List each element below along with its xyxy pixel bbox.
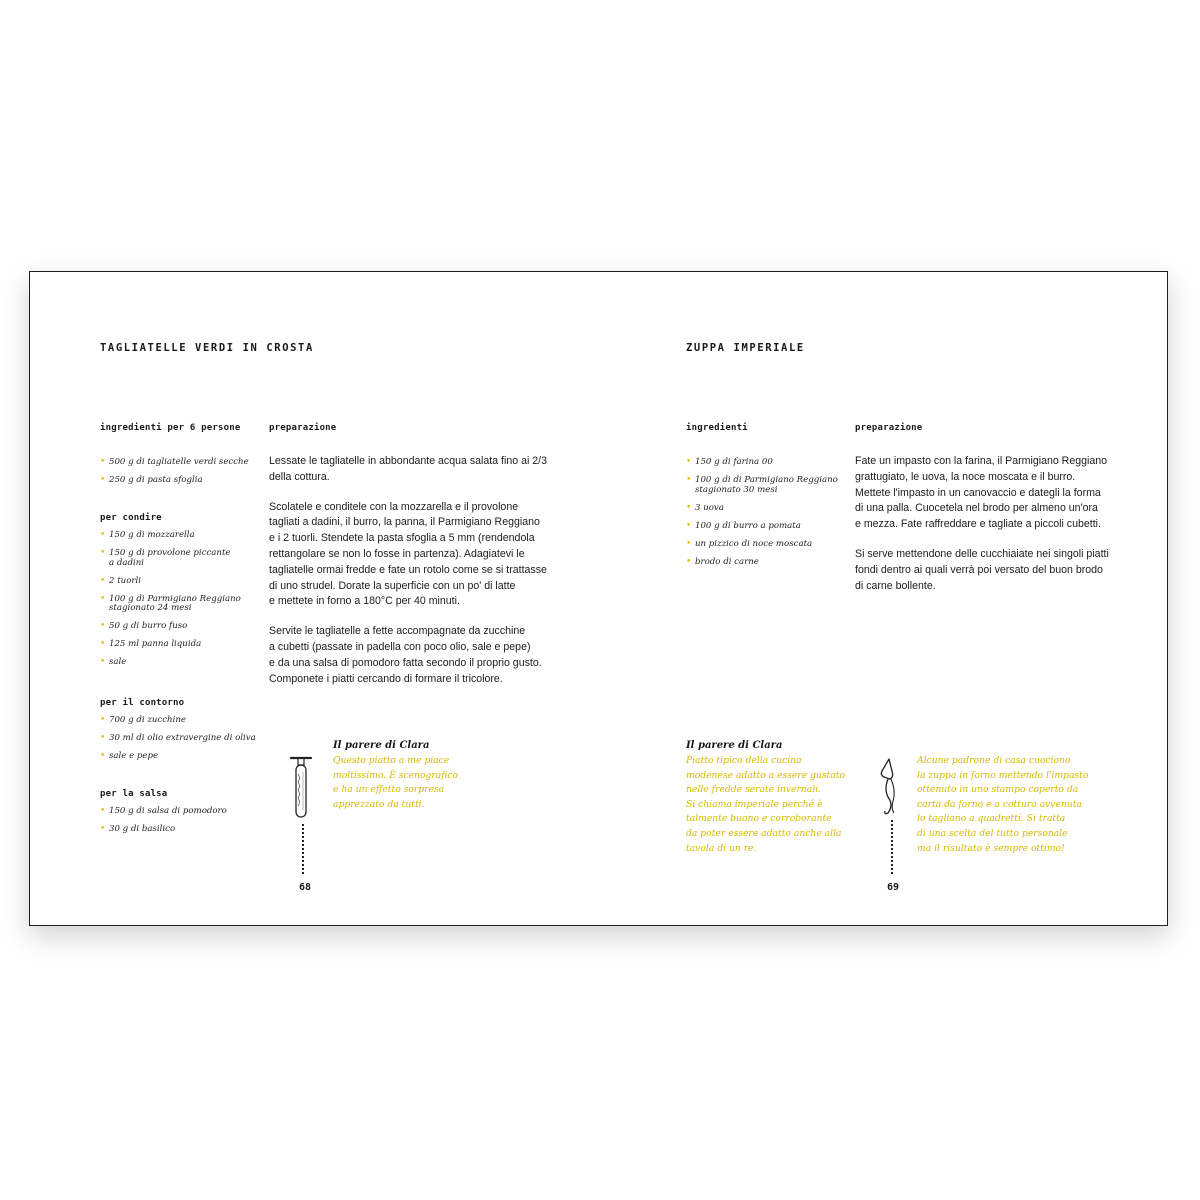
ingredient-text: 125 ml panna liquida: [109, 639, 202, 650]
bullet-icon: •: [686, 457, 692, 467]
ingredient-text: 500 g di tagliatelle verdi secche: [109, 457, 249, 467]
ingredient-item: [100, 549, 260, 568]
ingredient-item: [686, 504, 851, 514]
bullet-icon: •: [100, 474, 106, 485]
bullet-icon: •: [100, 806, 106, 816]
right-parere-text: Piatto tipico della cucina modenese adatto a essere gustato nelle fredde serate invernali. Si chiama imperiale perché è talmente buono e corroborante da poter essere adatto anche alla tavola di un re.: [686, 755, 846, 854]
ingredient-item: [100, 734, 270, 744]
ingredient-item: [100, 807, 260, 817]
ingredient-item: [686, 540, 851, 550]
bullet-icon: •: [686, 502, 692, 513]
right-parere-title: Il parere di Clara: [686, 740, 783, 751]
bullet-icon: •: [100, 547, 106, 558]
right-page-number: 69: [887, 882, 900, 893]
ingredient-text: 3 uova: [695, 502, 724, 513]
right-ingredients-heading: ingredienti: [686, 423, 748, 433]
right-ingredients-list: [686, 458, 851, 576]
contorno-list: [100, 716, 270, 770]
left-prep-heading: preparazione: [269, 423, 337, 433]
bullet-icon: •: [686, 520, 692, 531]
bullet-icon: •: [100, 657, 106, 668]
ingredient-item: [686, 476, 851, 495]
left-page-title: TAGLIATELLE VERDI IN CROSTA: [100, 342, 314, 354]
ladle-icon: [874, 757, 904, 817]
right-page-title: ZUPPA IMPERIALE: [686, 342, 805, 354]
bullet-icon: •: [100, 732, 106, 743]
right-prep-heading: preparazione: [855, 423, 923, 433]
contorno-heading: per il contorno: [100, 698, 185, 708]
ingredient-text: 30 ml di olio extravergine di oliva: [109, 732, 256, 743]
left-parere-text: Questo piatto a me piace moltissimo. È scenografico e ha un effetto sorpresa apprezzato da tutti.: [333, 755, 459, 810]
ingredient-item: [100, 752, 270, 762]
ingredient-item: [100, 716, 270, 726]
ingredient-item: [686, 522, 851, 532]
ingredient-text: 100 g di di Parmigiano Reggiano stagionato 30 mesi: [695, 474, 838, 495]
bullet-icon: •: [100, 715, 106, 725]
ingredient-item: [100, 622, 260, 632]
ingredient-text: 30 g di basilico: [109, 823, 176, 834]
ingredient-text: un pizzico di noce moscata: [695, 538, 813, 549]
ingredient-item: [686, 558, 851, 568]
salsa-heading: per la salsa: [100, 789, 168, 799]
ingredient-text: sale e pepe: [109, 750, 159, 761]
left-parere-title: Il parere di Clara: [333, 740, 430, 751]
ingredient-item: [100, 658, 260, 668]
bullet-icon: •: [686, 556, 692, 567]
right-prep-text: [855, 454, 1140, 608]
left-ingredients-heading: ingredienti per 6 persone: [100, 423, 241, 433]
prep-paragraph: Lessate le tagliatelle in abbondante acqua salata fino ai 2/3 della cottura.: [269, 455, 547, 483]
bullet-icon: •: [686, 474, 692, 485]
corkscrew-icon: [288, 752, 314, 822]
ingredient-item: [100, 531, 260, 541]
bullet-icon: •: [686, 538, 692, 549]
ingredient-item: [100, 640, 260, 650]
left-prep-text: [269, 454, 559, 701]
ingredient-text: 150 g di farina 00: [695, 457, 773, 467]
right-dotted-line: [891, 820, 893, 874]
ingredient-item: [686, 458, 851, 468]
ingredient-text: 700 g di zucchine: [109, 715, 186, 725]
ingredient-text: 150 g di provolone piccante a dadini: [109, 547, 231, 568]
ingredient-text: 250 g di pasta sfoglia: [109, 474, 203, 485]
ingredient-text: 50 g di burro fuso: [109, 621, 188, 632]
bullet-icon: •: [100, 621, 106, 632]
condire-list: [100, 531, 260, 676]
bullet-icon: •: [100, 457, 106, 467]
condire-heading: per condire: [100, 513, 162, 523]
left-dotted-line: [302, 824, 304, 874]
ingredient-text: 2 tuorli: [109, 575, 141, 586]
bullet-icon: •: [100, 593, 106, 604]
prep-paragraph: Scolatele e conditele con la mozzarella e il provolone tagliati a dadini, il burro, la panna, il Parmigiano Reggiano e i 2 tuorli. Stendete la pasta sfoglia a 5 mm (rendendola rettangolare se non lo fosse in partenza). Adagiatevi le tagliatelle ormai fredde e fate un rotolo come se si trattasse di uno strudel. Dorate la superficie con un po' di latte e mettete in forno a 180°C per 40 minuti.: [269, 500, 547, 608]
ingredient-item: [100, 595, 260, 614]
right-side-note: Alcune padrone di casa cuociono la zuppa in forno mettendo l'impasto ottenuto in uno stampo coperto da carta da forno e a cottura avvenuta lo tagliano a quadretti. Si tratta di una scelta del tutto personale ma il risultato è sempre ottimo!: [917, 755, 1089, 854]
ingredient-item: [100, 577, 260, 587]
left-page-number: 68: [299, 882, 312, 893]
bullet-icon: •: [100, 823, 106, 834]
ingredient-text: 100 g di Parmigiano Reggiano stagionato 24 mesi: [109, 593, 241, 614]
prep-paragraph: Si serve mettendone delle cucchiaiate nei singoli piatti fondi dentro ai quali verrà poi versato del buon brodo di carne bollente.: [855, 547, 1109, 592]
left-ingredients-list: [100, 458, 260, 494]
salsa-list: [100, 807, 260, 843]
ingredient-item: [100, 458, 260, 468]
bullet-icon: •: [100, 575, 106, 586]
ingredient-item: [100, 825, 260, 835]
ingredient-text: brodo di carne: [695, 556, 759, 567]
bullet-icon: •: [100, 639, 106, 650]
prep-paragraph: Servite le tagliatelle a fette accompagnate da zucchine a cubetti (passate in padella con poco olio, sale e pepe) e da una salsa di pomodoro fatta secondo il proprio gusto. Componete i piatti cercando di formare il tricolore.: [269, 625, 542, 685]
bullet-icon: •: [100, 530, 106, 540]
bullet-icon: •: [100, 750, 106, 761]
prep-paragraph: Fate un impasto con la farina, il Parmigiano Reggiano grattugiato, le uova, la noce moscata e il burro. Mettete l'impasto in un canovaccio e dategli la forma di una palla. Cuocetela nel brodo per almeno un'ora e mezza. Fate raffreddare e tagliate a piccoli cubetti.: [855, 455, 1108, 531]
book-spread: [29, 271, 1168, 926]
ingredient-text: 150 g di salsa di pomodoro: [109, 806, 227, 816]
ingredient-item: [100, 476, 260, 486]
ingredient-text: 150 g di mozzarella: [109, 530, 195, 540]
ingredient-text: sale: [109, 657, 127, 668]
ingredient-text: 100 g di burro a pomata: [695, 520, 801, 531]
